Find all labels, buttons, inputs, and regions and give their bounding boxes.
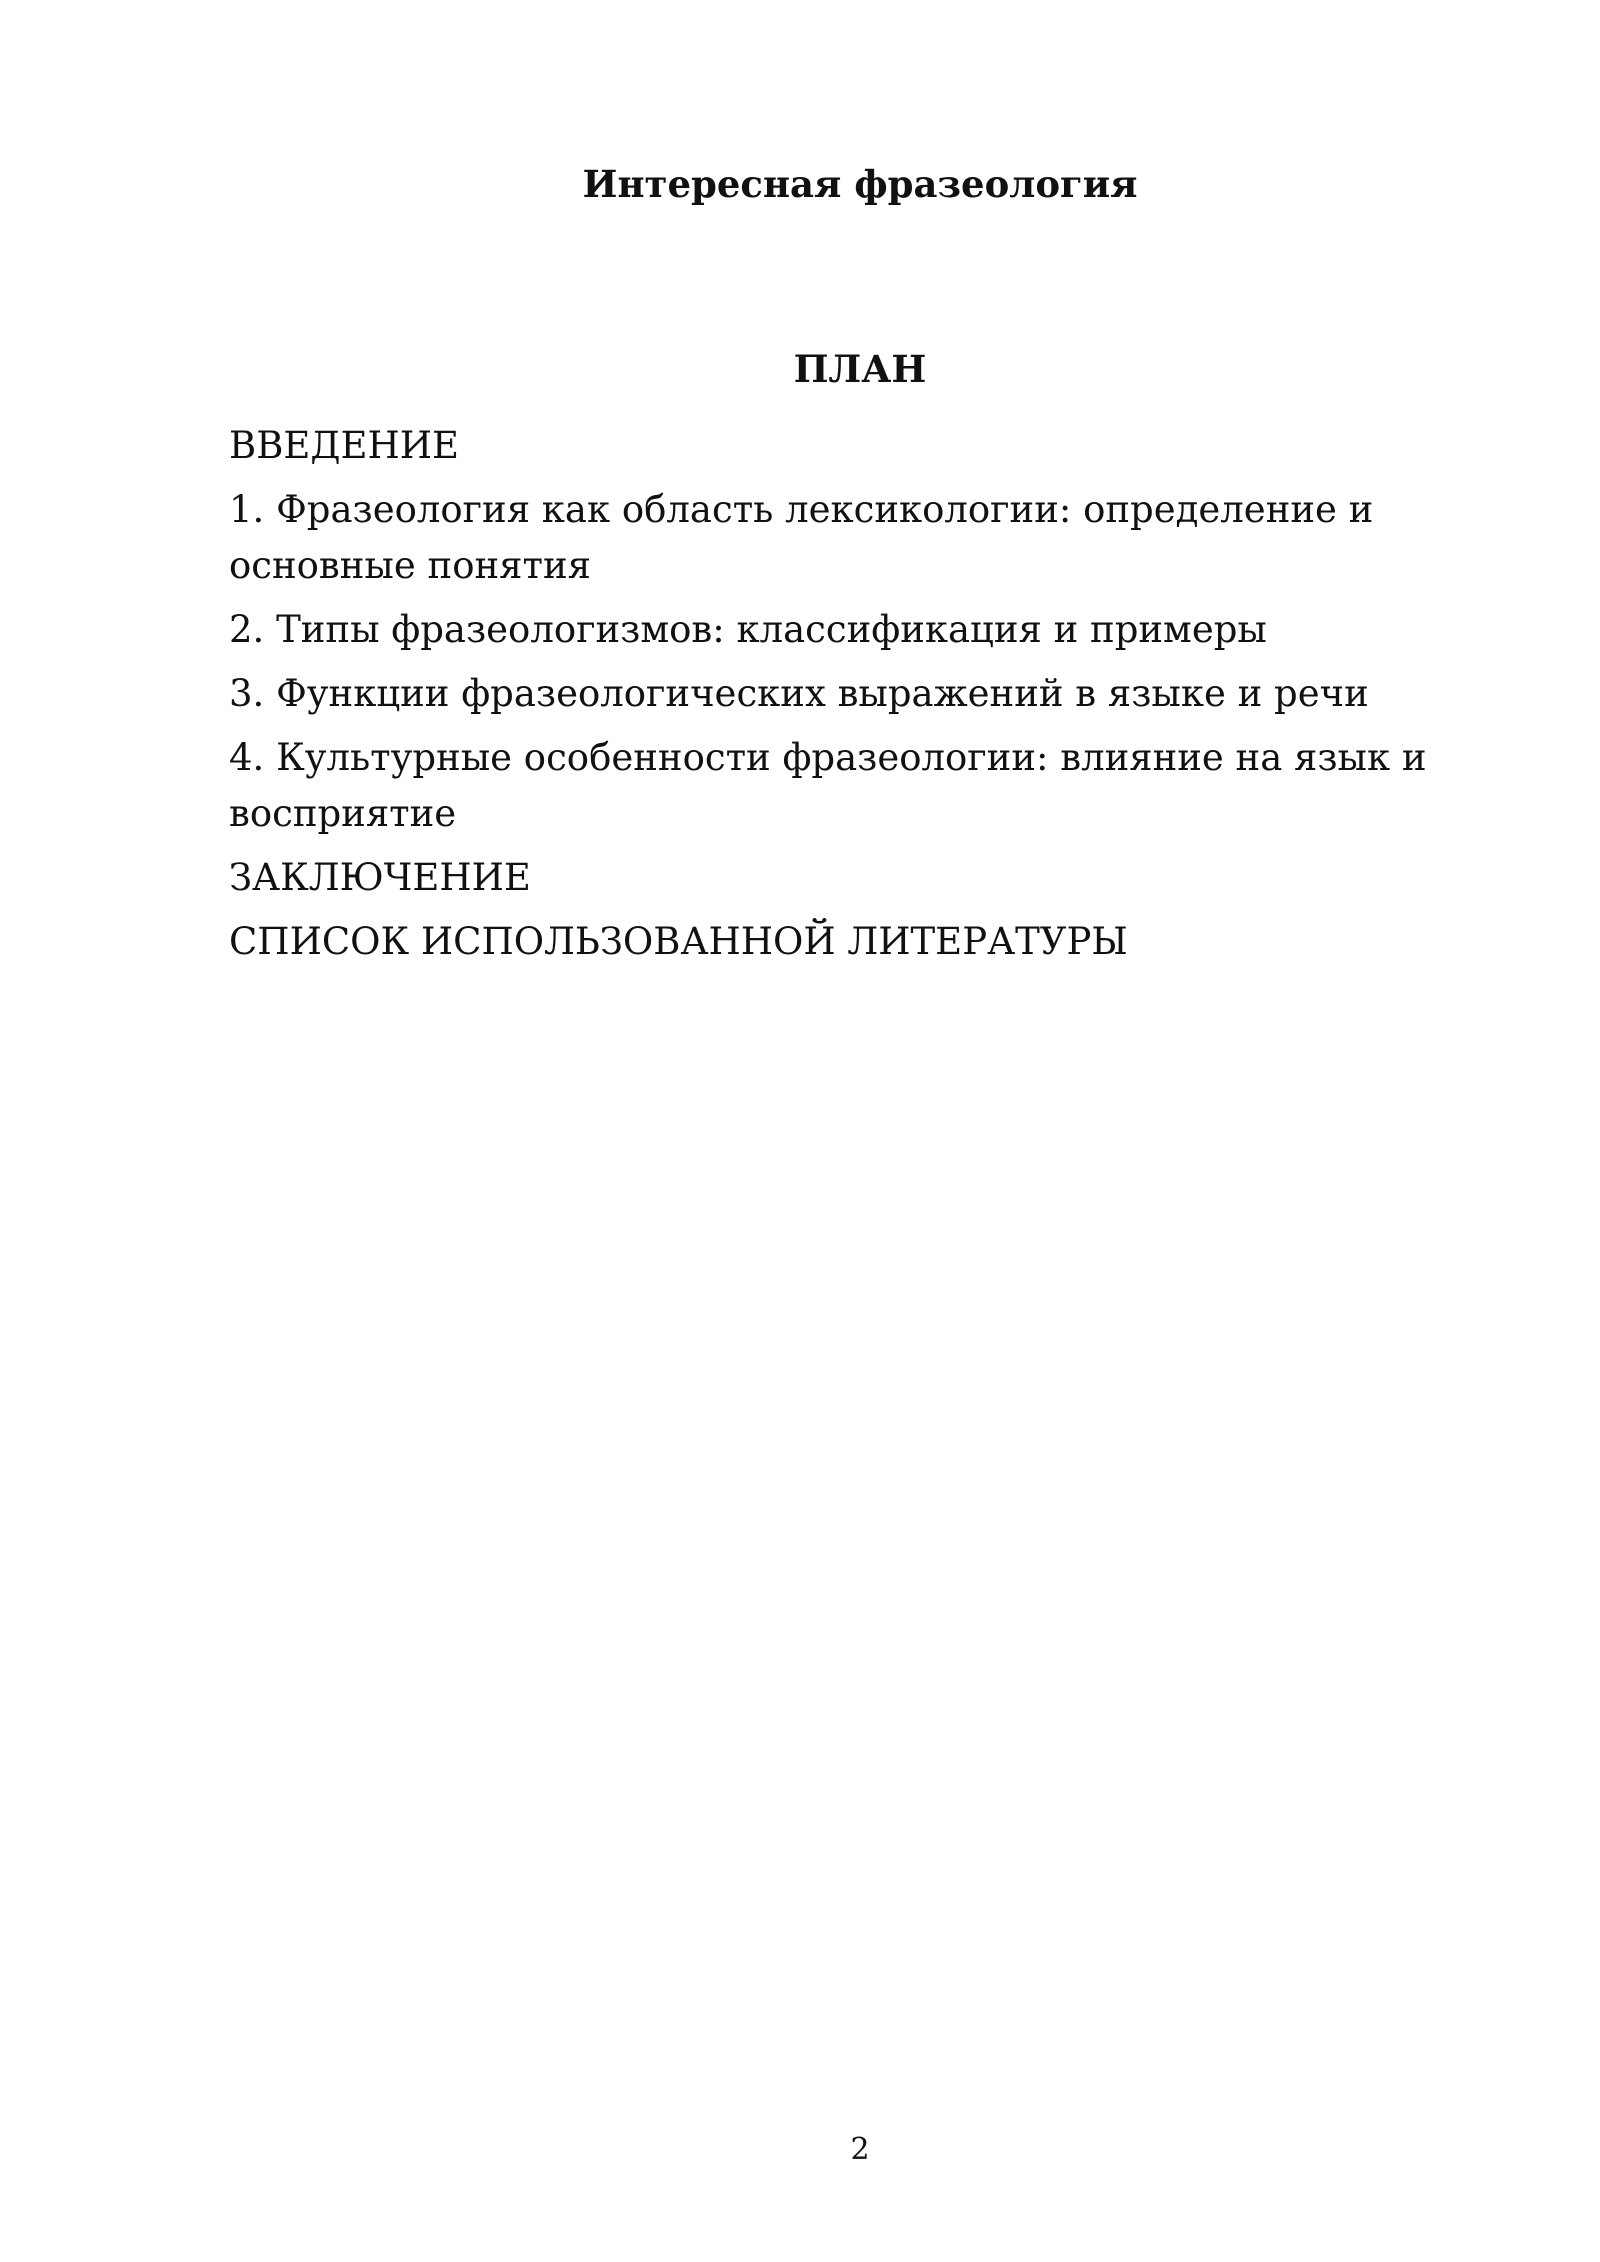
plan-heading: ПЛАН	[793, 347, 927, 391]
toc-item-introduction: ВВЕДЕНИЕ	[229, 424, 460, 467]
toc-item-2: 2. Типы фразеологизмов: классификация и примеры	[229, 608, 1267, 651]
toc-item-1: 1. Фразеология как область лексикологии: определение и основные понятия	[229, 488, 1374, 587]
toc-item-4: 4. Культурные особенности фразеологии: влияние на язык и восприятие	[229, 736, 1427, 835]
page-number: 2	[850, 2132, 870, 2167]
toc-item-3: 3. Функции фразеологических выражений в языке и речи	[229, 672, 1369, 715]
table-of-contents	[229, 418, 1489, 978]
toc-item-references: СПИСОК ИСПОЛЬЗОВАННОЙ ЛИТЕРАТУРЫ	[229, 920, 1128, 963]
toc-item-conclusion: ЗАКЛЮЧЕНИЕ	[229, 856, 531, 899]
document-title: Интересная фразеология	[582, 162, 1138, 206]
